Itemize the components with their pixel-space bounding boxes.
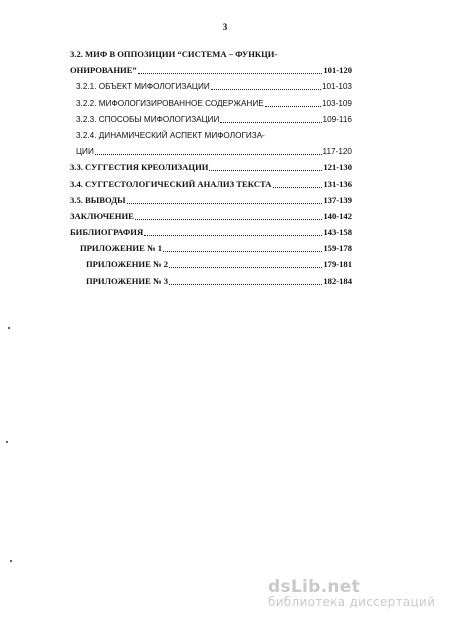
toc-entry-title: ПРИЛОЖЕНИЕ № 1 [80,243,163,254]
toc-entry-title: ПРИЛОЖЕНИЕ № 3 [86,275,169,286]
toc-entry-title: 3.2.3. СПОСОБЫ МИФОЛОГИЗАЦИИ [76,114,220,124]
toc-entry [70,195,352,206]
toc-dot-leader [95,153,322,155]
toc-entry-pages: 143-158 [323,227,352,238]
watermark-subtitle: библиотека диссертаций [268,595,436,609]
toc-dot-leader [265,105,321,107]
toc-entry-title: 3.2. МИФ В ОППОЗИЦИИ “СИСТЕМА – ФУНКЦИ- [70,49,278,59]
toc-entry [70,146,352,157]
toc-entry-pages: 140-142 [323,210,352,221]
toc-entry-title: 3.2.4. ДИНАМИЧЕСКИЙ АСПЕКТ МИФОЛОГИЗА- [76,130,265,140]
toc-entry-pages: 101-120 [323,65,352,76]
toc-entry-title: 3.3. СУГГЕСТИЯ КРЕОЛИЗАЦИИ [70,162,209,173]
toc-entry-title: 3.4. СУГГЕСТОЛОГИЧЕСКИЙ АНАЛИЗ ТЕКСТА [70,178,272,189]
table-of-contents [70,49,352,292]
toc-entry-pages: 103-109 [321,98,352,108]
toc-entry-pages: 109-116 [322,114,352,124]
toc-entry [70,179,352,190]
toc-entry-pages: 182-184 [323,275,352,286]
toc-dot-leader [209,169,322,171]
toc-entry-pages: 137-139 [323,194,352,205]
scan-speck [8,327,10,329]
toc-dot-leader [169,283,322,285]
toc-entry-pages: 117-120 [322,147,352,157]
toc-entry [70,243,352,254]
toc-entry-pages: 131-136 [323,178,352,189]
toc-entry-pages: 159-178 [323,243,352,254]
page-number: 3 [222,22,228,32]
toc-dot-leader [138,72,323,74]
toc-entry-title: ЗАКЛЮЧЕНИЕ [70,210,134,221]
toc-dot-leader [220,121,321,123]
scan-speck [6,441,8,443]
toc-dot-leader [169,266,322,268]
toc-entry [70,65,352,76]
toc-entry [70,114,352,125]
toc-entry-pages: 101-103 [321,82,352,92]
watermark-logo: dsLib.net [268,577,361,597]
toc-entry [70,98,352,109]
toc-entry-title: ОНИРОВАНИЕ” [70,65,137,76]
toc-dot-leader [127,202,323,204]
toc-entry [70,259,352,270]
watermark [268,577,443,609]
toc-entry [70,162,352,173]
toc-entry [70,130,352,141]
toc-dot-leader [273,186,323,188]
toc-dot-leader [211,88,321,90]
toc-entry [70,227,352,238]
toc-entry-title: БИБЛИОГРАФИЯ [70,227,144,238]
toc-entry-title: ПРИЛОЖЕНИЕ № 2 [86,259,169,270]
toc-entry-title: 3.2.1. ОБЪЕКТ МИФОЛОГИЗАЦИИ [76,82,210,92]
toc-dot-leader [135,218,322,220]
toc-entry-pages: 121-130 [323,162,352,173]
toc-entry [70,211,352,222]
toc-entry-title: 3.5. ВЫВОДЫ [70,194,126,205]
toc-entry-title: 3.2.2. МИФОЛОГИЗИРОВАННОЕ СОДЕРЖАНИЕ [76,98,264,108]
toc-entry [70,276,352,287]
toc-entry-title: ЦИИ [76,147,94,157]
toc-entry-pages: 179-181 [323,259,352,270]
toc-entry [70,81,352,92]
toc-dot-leader [163,250,322,252]
toc-entry [70,49,352,60]
toc-dot-leader [144,234,322,236]
scan-speck [10,560,12,562]
